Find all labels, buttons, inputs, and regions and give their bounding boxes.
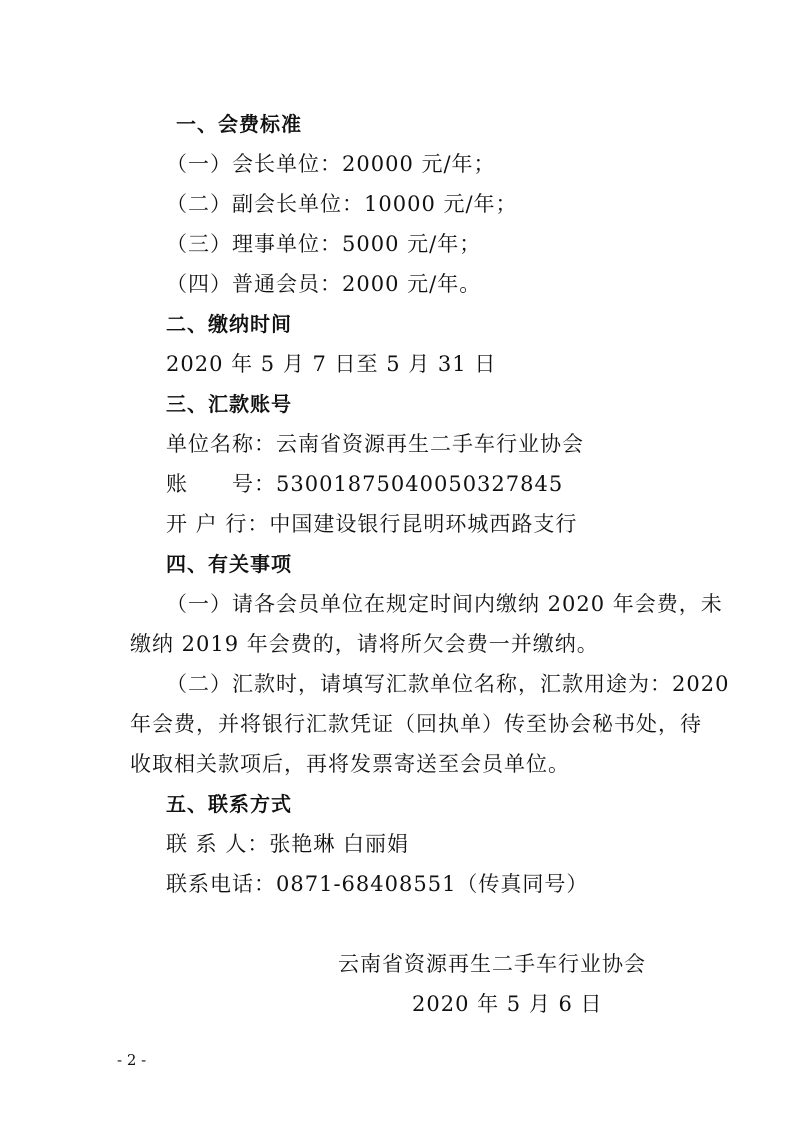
section-matters-heading: 四、有关事项 bbox=[166, 552, 292, 576]
section-contact-heading: 五、联系方式 bbox=[166, 792, 292, 816]
section-account-heading: 三、汇款账号 bbox=[166, 392, 292, 416]
matters-item1-line1: （一）请各会员单位在规定时间内缴纳 2020 年会费，未 bbox=[166, 592, 723, 616]
contact-person: 联 系 人：张艳琳 白丽娟 bbox=[166, 832, 410, 856]
fee-item-member: （四）普通会员：2000 元/年。 bbox=[166, 272, 482, 296]
matters-item2-line1: （二）汇款时，请填写汇款单位名称，汇款用途为：2020 bbox=[166, 672, 730, 696]
section-fees-heading: 一、会费标准 bbox=[176, 112, 302, 136]
account-unit-name: 单位名称：云南省资源再生二手车行业协会 bbox=[166, 432, 584, 456]
page-number: - 2 - bbox=[117, 1051, 147, 1069]
matters-item2-line3: 收取相关款项后，再将发票寄送至会员单位。 bbox=[130, 752, 570, 776]
account-bank: 开 户 行：中国建设银行昆明环城西路支行 bbox=[166, 512, 578, 536]
signature-date: 2020 年 5 月 6 日 bbox=[412, 992, 603, 1016]
contact-phone: 联系电话：0871-68408551（传真同号） bbox=[166, 872, 589, 896]
matters-item1-line2: 缴纳 2019 年会费的，请将所欠会费一并缴纳。 bbox=[130, 632, 599, 656]
payment-period: 2020 年 5 月 7 日至 5 月 31 日 bbox=[166, 352, 497, 376]
fee-item-director: （三）理事单位：5000 元/年； bbox=[166, 232, 482, 256]
fee-item-vice-president: （二）副会长单位：10000 元/年； bbox=[166, 192, 518, 216]
account-number: 账 号：53001875040050327845 bbox=[166, 472, 564, 496]
signature-org: 云南省资源再生二手车行业协会 bbox=[338, 952, 646, 976]
matters-item2-line2: 年会费，并将银行汇款凭证（回执单）传至协会秘书处，待 bbox=[130, 712, 702, 736]
section-time-heading: 二、缴纳时间 bbox=[166, 312, 292, 336]
fee-item-president: （一）会长单位：20000 元/年； bbox=[166, 152, 496, 176]
